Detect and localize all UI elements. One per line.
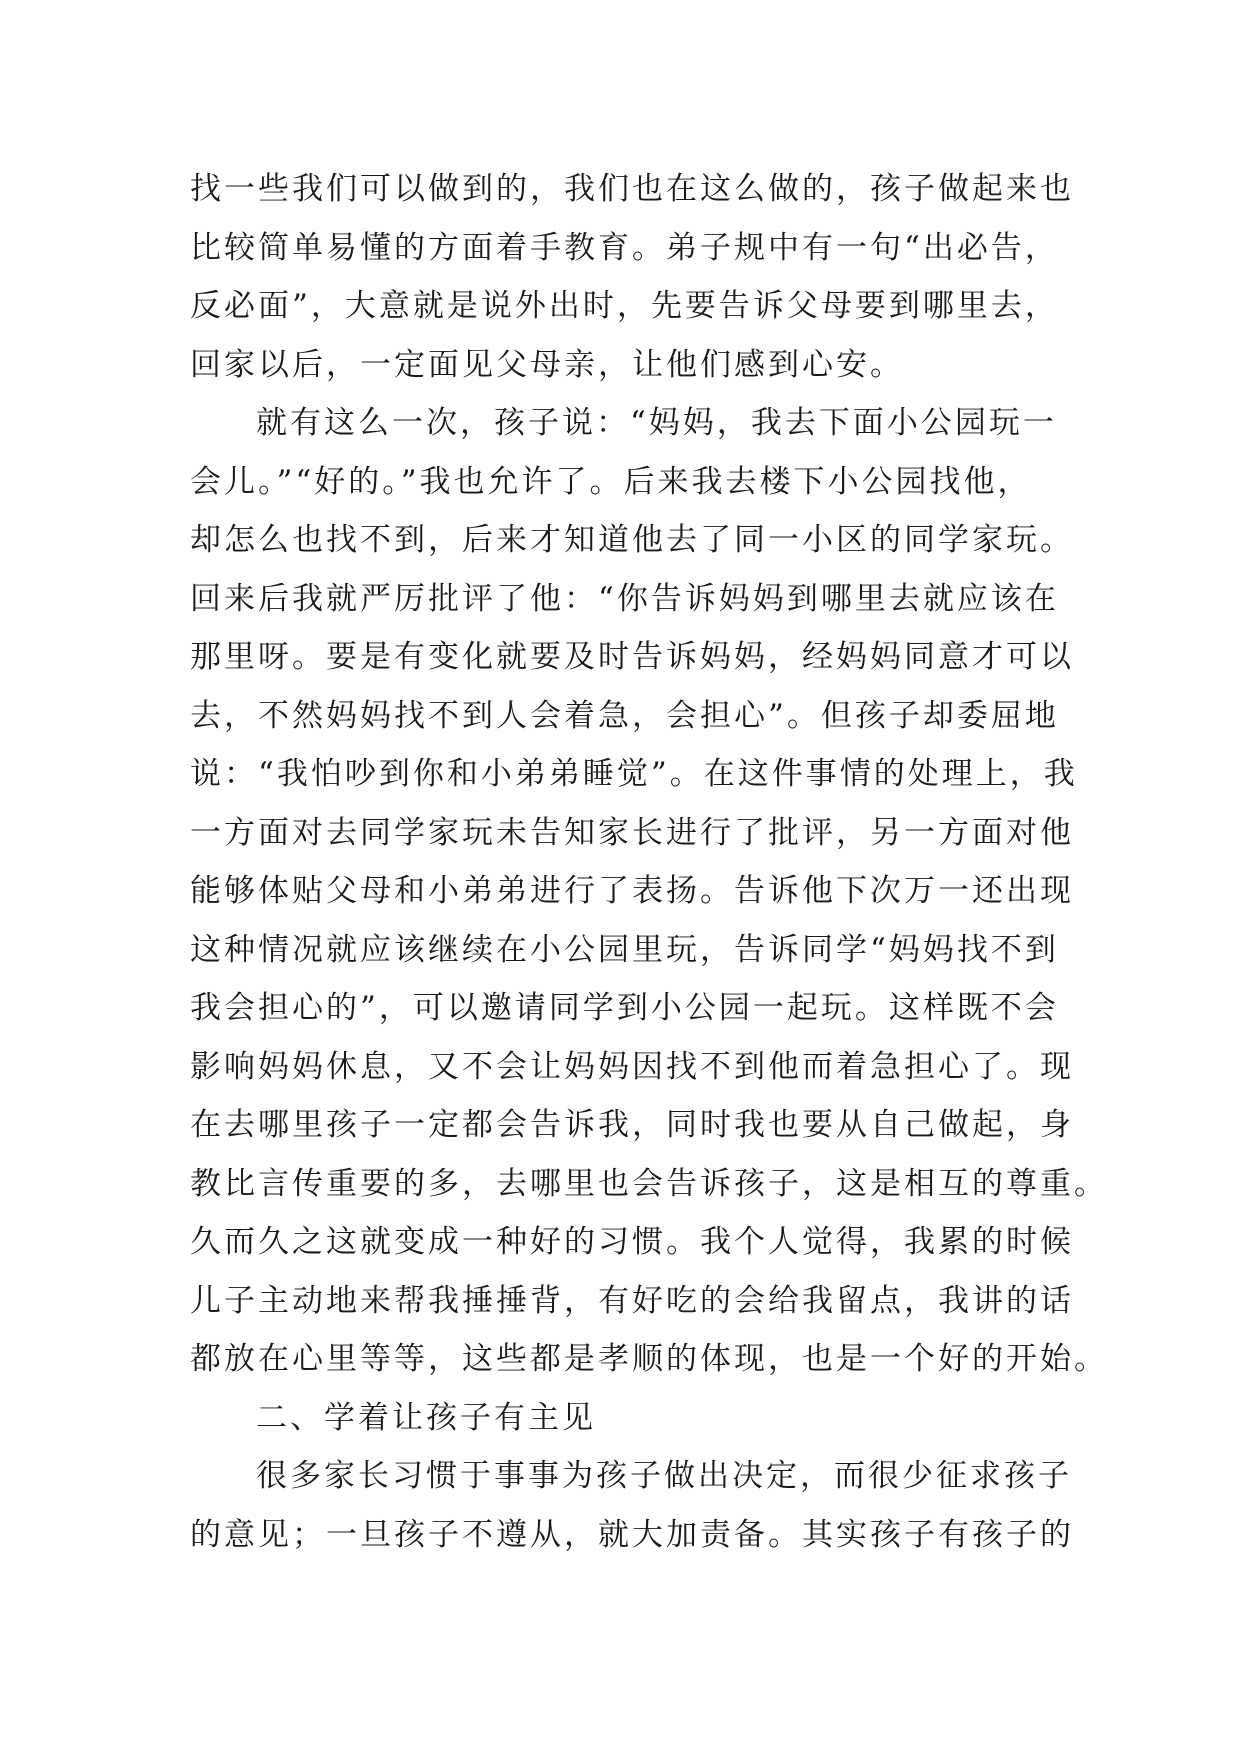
text-line: 儿子主动地来帮我捶捶背，有好吃的会给我留点，我讲的话 (190, 1282, 1074, 1319)
text-line: 一方面对去同学家玩未告知家长进行了批评，另一方面对他 (190, 814, 1074, 851)
text-line: 久而久之这就变成一种好的习惯。我个人觉得，我累的时候 (190, 1224, 1074, 1260)
text-line: 回来后我就严厉批评了他：“你告诉妈妈到哪里去就应该在 (190, 580, 1059, 617)
text-line: 这种情况就应该继续在小公园里玩，告诉同学“妈妈找不到 (190, 931, 1059, 968)
text-line: 去，不然妈妈找不到人会着急，会担心”。但孩子却委屈地 (190, 697, 1059, 734)
text-line: 教比言传重要的多，去哪里也会告诉孩子，这是相互的尊重。 (190, 1165, 1108, 1202)
paragraph-first-line: 就有这么一次，孩子说：“妈妈，我去下面小公园玩一 (256, 405, 1057, 441)
text-line: 我会担心的”，可以邀请同学到小公园一起玩。这样既不会 (190, 990, 1059, 1026)
text-line: 影响妈妈休息，又不会让妈妈因找不到他而着急担心了。现 (190, 1048, 1074, 1085)
text-line: 找一些我们可以做到的，我们也在这么做的，孩子做起来也 (190, 171, 1074, 207)
text-line: 反必面”，大意就是说外出时，先要告诉父母要到哪里去， (190, 288, 1059, 324)
text-line: 回家以后，一定面见父母亲，让他们感到心安。 (190, 346, 904, 383)
body-text (190, 160, 1108, 1564)
paragraph-first-line: 很多家长习惯于事事为孩子做出决定，而很少征求孩子 (256, 1458, 1072, 1494)
text-line: 会儿。”“好的。”我也允许了。后来我去楼下小公园找他， (190, 463, 1032, 500)
text-line: 那里呀。要是有变化就要及时告诉妈妈，经妈妈同意才可以 (190, 639, 1074, 675)
section-heading: 二、学着让孩子有主见 (256, 1399, 596, 1436)
text-line: 却怎么也找不到，后来才知道他去了同一小区的同学家玩。 (190, 522, 1074, 558)
text-line: 在去哪里孩子一定都会告诉我，同时我也要从自己做起，身 (190, 1107, 1074, 1143)
text-line: 比较简单易懂的方面着手教育。弟子规中有一句“出必告， (190, 229, 1059, 266)
text-line: 能够体贴父母和小弟弟进行了表扬。告诉他下次万一还出现 (190, 873, 1074, 909)
text-line: 都放在心里等等，这些都是孝顺的体现，也是一个好的开始。 (190, 1341, 1108, 1377)
text-line: 说：“我怕吵到你和小弟弟睡觉”。在这件事情的处理上，我 (190, 756, 1078, 792)
text-line: 的意见；一旦孩子不遵从，就大加责备。其实孩子有孩子的 (190, 1516, 1074, 1553)
